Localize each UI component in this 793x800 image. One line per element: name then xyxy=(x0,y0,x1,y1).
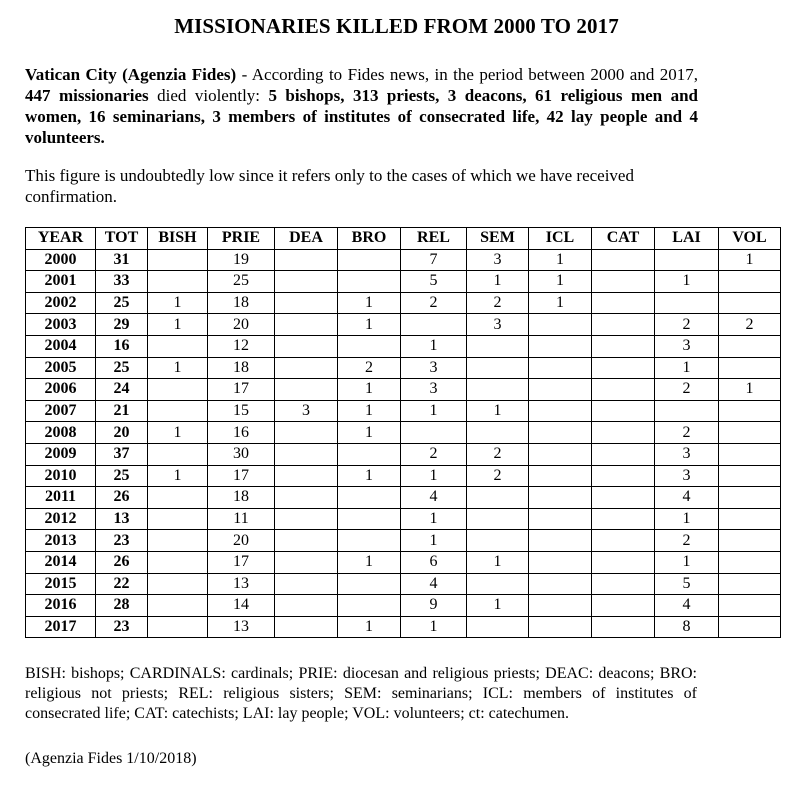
table-cell-icl xyxy=(529,422,592,444)
table-cell-icl xyxy=(529,443,592,465)
table-row xyxy=(26,249,781,271)
table-cell-prie: 17 xyxy=(208,551,275,573)
table-cell-lai: 1 xyxy=(655,508,719,530)
table-cell-sem: 1 xyxy=(467,595,529,617)
table-cell-vol: 2 xyxy=(719,314,781,336)
table-cell-bish xyxy=(148,249,208,271)
table-cell-rel: 4 xyxy=(401,573,467,595)
table-cell-bro: 1 xyxy=(338,292,401,314)
table-cell-bish xyxy=(148,271,208,293)
table-cell-bro xyxy=(338,271,401,293)
table-header-row xyxy=(26,228,781,250)
table-cell-sem: 3 xyxy=(467,249,529,271)
table-cell-tot: 31 xyxy=(96,249,148,271)
table-cell-vol xyxy=(719,292,781,314)
table-cell-year: 2017 xyxy=(26,616,96,638)
intro-count: 447 missionaries xyxy=(25,86,149,105)
table-cell-bro: 1 xyxy=(338,379,401,401)
table-row xyxy=(26,573,781,595)
table-cell-bish: 1 xyxy=(148,357,208,379)
table-cell-rel: 5 xyxy=(401,271,467,293)
table-cell-vol xyxy=(719,551,781,573)
table-cell-rel: 6 xyxy=(401,551,467,573)
table-cell-icl xyxy=(529,314,592,336)
table-cell-bro: 1 xyxy=(338,465,401,487)
table-cell-icl xyxy=(529,530,592,552)
table-cell-bish: 1 xyxy=(148,422,208,444)
table-cell-tot: 16 xyxy=(96,335,148,357)
table-cell-sem xyxy=(467,422,529,444)
table-row xyxy=(26,465,781,487)
table-cell-sem xyxy=(467,335,529,357)
table-cell-bish xyxy=(148,551,208,573)
table-cell-prie: 17 xyxy=(208,465,275,487)
table-row xyxy=(26,379,781,401)
table-cell-vol xyxy=(719,487,781,509)
table-cell-vol: 1 xyxy=(719,249,781,271)
table-cell-lai xyxy=(655,249,719,271)
table-cell-sem: 2 xyxy=(467,292,529,314)
table-cell-bro: 2 xyxy=(338,357,401,379)
table-cell-prie: 16 xyxy=(208,422,275,444)
table-cell-sem xyxy=(467,616,529,638)
table-cell-sem xyxy=(467,379,529,401)
column-header-cat: CAT xyxy=(592,228,655,250)
table-cell-dea xyxy=(275,271,338,293)
table-cell-lai: 1 xyxy=(655,357,719,379)
table-cell-bro xyxy=(338,249,401,271)
table-cell-sem: 1 xyxy=(467,551,529,573)
table-cell-bish xyxy=(148,379,208,401)
table-cell-lai: 1 xyxy=(655,551,719,573)
table-cell-prie: 18 xyxy=(208,487,275,509)
table-cell-sem xyxy=(467,530,529,552)
table-cell-rel: 3 xyxy=(401,357,467,379)
table-cell-sem: 2 xyxy=(467,443,529,465)
table-cell-dea xyxy=(275,595,338,617)
table-cell-rel: 9 xyxy=(401,595,467,617)
table-cell-bro xyxy=(338,335,401,357)
table-cell-icl xyxy=(529,465,592,487)
table-cell-cat xyxy=(592,422,655,444)
table-cell-dea xyxy=(275,487,338,509)
column-header-bish: BISH xyxy=(148,228,208,250)
table-cell-dea xyxy=(275,508,338,530)
table-row xyxy=(26,443,781,465)
table-cell-bish xyxy=(148,335,208,357)
table-cell-vol xyxy=(719,465,781,487)
note-paragraph: This figure is undoubtedly low since it refers only to the cases of which we have received confirmation. xyxy=(25,166,634,206)
table-cell-lai: 3 xyxy=(655,465,719,487)
table-cell-year: 2007 xyxy=(26,400,96,422)
table-cell-bro xyxy=(338,530,401,552)
table-cell-year: 2009 xyxy=(26,443,96,465)
table-cell-prie: 12 xyxy=(208,335,275,357)
table-cell-tot: 21 xyxy=(96,400,148,422)
table-cell-sem: 1 xyxy=(467,271,529,293)
table-cell-cat xyxy=(592,335,655,357)
table-cell-icl xyxy=(529,379,592,401)
table-cell-prie: 30 xyxy=(208,443,275,465)
table-cell-year: 2004 xyxy=(26,335,96,357)
table-cell-dea xyxy=(275,422,338,444)
table-cell-lai: 2 xyxy=(655,379,719,401)
table-cell-rel: 1 xyxy=(401,400,467,422)
table-cell-tot: 26 xyxy=(96,551,148,573)
table-cell-sem xyxy=(467,487,529,509)
table-row xyxy=(26,400,781,422)
table-cell-icl: 1 xyxy=(529,292,592,314)
table-cell-year: 2016 xyxy=(26,595,96,617)
table-cell-tot: 25 xyxy=(96,292,148,314)
table-cell-bish xyxy=(148,443,208,465)
table-cell-dea xyxy=(275,292,338,314)
table-cell-lai xyxy=(655,292,719,314)
table-cell-prie: 13 xyxy=(208,573,275,595)
table-cell-tot: 22 xyxy=(96,573,148,595)
table-cell-bish xyxy=(148,530,208,552)
table-cell-rel xyxy=(401,422,467,444)
table-cell-rel: 1 xyxy=(401,530,467,552)
table-cell-icl xyxy=(529,508,592,530)
table-cell-cat xyxy=(592,314,655,336)
table-cell-cat xyxy=(592,465,655,487)
table-cell-vol xyxy=(719,357,781,379)
table-cell-lai: 4 xyxy=(655,487,719,509)
table-cell-icl xyxy=(529,616,592,638)
column-header-dea: DEA xyxy=(275,228,338,250)
table-cell-year: 2000 xyxy=(26,249,96,271)
table-cell-lai: 8 xyxy=(655,616,719,638)
table-cell-icl xyxy=(529,551,592,573)
table-cell-cat xyxy=(592,508,655,530)
table-cell-cat xyxy=(592,379,655,401)
table-cell-bro xyxy=(338,443,401,465)
table-cell-tot: 25 xyxy=(96,465,148,487)
table-cell-icl xyxy=(529,595,592,617)
table-row xyxy=(26,595,781,617)
table-cell-sem xyxy=(467,573,529,595)
table-cell-cat xyxy=(592,551,655,573)
table-cell-cat xyxy=(592,595,655,617)
column-header-sem: SEM xyxy=(467,228,529,250)
table-cell-lai xyxy=(655,400,719,422)
table-cell-lai: 2 xyxy=(655,422,719,444)
table-row xyxy=(26,487,781,509)
statistics-table xyxy=(25,227,781,638)
table-cell-year: 2011 xyxy=(26,487,96,509)
table-cell-bish xyxy=(148,487,208,509)
table-cell-bish xyxy=(148,508,208,530)
table-cell-tot: 23 xyxy=(96,530,148,552)
table-cell-bro: 1 xyxy=(338,551,401,573)
table-cell-year: 2005 xyxy=(26,357,96,379)
table-cell-icl xyxy=(529,400,592,422)
table-cell-prie: 13 xyxy=(208,616,275,638)
table-cell-cat xyxy=(592,271,655,293)
table-cell-tot: 20 xyxy=(96,422,148,444)
source-citation: (Agenzia Fides 1/10/2018) xyxy=(25,750,197,767)
table-cell-vol xyxy=(719,443,781,465)
table-cell-year: 2010 xyxy=(26,465,96,487)
table-cell-tot: 37 xyxy=(96,443,148,465)
table-cell-cat xyxy=(592,357,655,379)
intro-paragraph xyxy=(25,64,698,148)
table-cell-rel: 2 xyxy=(401,292,467,314)
table-cell-lai: 1 xyxy=(655,271,719,293)
table-cell-bish: 1 xyxy=(148,314,208,336)
table-cell-sem: 2 xyxy=(467,465,529,487)
column-header-prie: PRIE xyxy=(208,228,275,250)
table-cell-bish: 1 xyxy=(148,292,208,314)
table-cell-tot: 13 xyxy=(96,508,148,530)
table-cell-icl xyxy=(529,335,592,357)
table-cell-rel: 1 xyxy=(401,508,467,530)
table-cell-prie: 14 xyxy=(208,595,275,617)
table-cell-vol xyxy=(719,271,781,293)
table-row xyxy=(26,508,781,530)
table-cell-vol xyxy=(719,335,781,357)
table-cell-bro xyxy=(338,508,401,530)
intro-breakdown: 5 bishops, 313 priests, 3 deacons, 61 religious men and women, 16 seminarians, 3 members of institutes of consecrated life, 42 lay people and 4 volunteers. xyxy=(25,86,698,147)
table-cell-dea xyxy=(275,465,338,487)
table-cell-rel: 1 xyxy=(401,335,467,357)
table-cell-rel: 2 xyxy=(401,443,467,465)
table-cell-year: 2001 xyxy=(26,271,96,293)
table-cell-rel: 1 xyxy=(401,616,467,638)
table-cell-vol xyxy=(719,508,781,530)
column-header-tot: TOT xyxy=(96,228,148,250)
table-cell-lai: 3 xyxy=(655,443,719,465)
table-cell-bish xyxy=(148,595,208,617)
table-cell-year: 2008 xyxy=(26,422,96,444)
table-row xyxy=(26,530,781,552)
table-cell-prie: 18 xyxy=(208,357,275,379)
table-cell-icl: 1 xyxy=(529,249,592,271)
table-cell-bro: 1 xyxy=(338,616,401,638)
table-cell-cat xyxy=(592,573,655,595)
table-cell-sem xyxy=(467,508,529,530)
table-cell-tot: 23 xyxy=(96,616,148,638)
table-cell-dea xyxy=(275,314,338,336)
table-cell-tot: 33 xyxy=(96,271,148,293)
table-cell-dea xyxy=(275,379,338,401)
table-cell-year: 2014 xyxy=(26,551,96,573)
table-cell-dea xyxy=(275,573,338,595)
table-cell-cat xyxy=(592,400,655,422)
table-cell-cat xyxy=(592,292,655,314)
table-cell-rel: 4 xyxy=(401,487,467,509)
column-header-lai: LAI xyxy=(655,228,719,250)
table-cell-year: 2006 xyxy=(26,379,96,401)
table-cell-lai: 5 xyxy=(655,573,719,595)
table-cell-vol xyxy=(719,422,781,444)
table-cell-dea: 3 xyxy=(275,400,338,422)
table-cell-lai: 3 xyxy=(655,335,719,357)
intro-text-2: died violently: xyxy=(148,86,269,105)
table-cell-bish: 1 xyxy=(148,465,208,487)
table-cell-vol xyxy=(719,530,781,552)
column-header-bro: BRO xyxy=(338,228,401,250)
table-cell-icl: 1 xyxy=(529,271,592,293)
table-cell-icl xyxy=(529,573,592,595)
table-cell-bro xyxy=(338,573,401,595)
table-cell-vol: 1 xyxy=(719,379,781,401)
table-cell-bro: 1 xyxy=(338,314,401,336)
table-cell-year: 2003 xyxy=(26,314,96,336)
table-cell-dea xyxy=(275,249,338,271)
table-cell-cat xyxy=(592,530,655,552)
table-cell-rel: 1 xyxy=(401,465,467,487)
column-header-rel: REL xyxy=(401,228,467,250)
table-cell-bish xyxy=(148,573,208,595)
table-cell-lai: 2 xyxy=(655,530,719,552)
table-row xyxy=(26,551,781,573)
table-cell-tot: 26 xyxy=(96,487,148,509)
table-cell-prie: 11 xyxy=(208,508,275,530)
page-title: MISSIONARIES KILLED FROM 2000 TO 2017 xyxy=(174,14,619,38)
table-row xyxy=(26,271,781,293)
table-row xyxy=(26,314,781,336)
table-cell-year: 2013 xyxy=(26,530,96,552)
column-header-icl: ICL xyxy=(529,228,592,250)
table-row xyxy=(26,616,781,638)
table-cell-rel xyxy=(401,314,467,336)
column-header-vol: VOL xyxy=(719,228,781,250)
table-cell-dea xyxy=(275,616,338,638)
table-cell-dea xyxy=(275,551,338,573)
table-cell-vol xyxy=(719,595,781,617)
table-cell-year: 2012 xyxy=(26,508,96,530)
table-cell-prie: 19 xyxy=(208,249,275,271)
legend-text: BISH: bishops; CARDINALS: cardinals; PRIE: diocesan and religious priests; DEAC: deacons; BRO: religious not priests; REL: religious sisters; SEM: seminarians; ICL: members of institutes of consecrated life; CAT: catechists; LAI: lay people; VOL: volunteers; ct: catechumen. xyxy=(25,665,697,722)
table-cell-dea xyxy=(275,443,338,465)
table-cell-dea xyxy=(275,335,338,357)
table-cell-rel: 3 xyxy=(401,379,467,401)
table-cell-prie: 17 xyxy=(208,379,275,401)
table-cell-sem xyxy=(467,357,529,379)
table-cell-prie: 15 xyxy=(208,400,275,422)
table-cell-lai: 4 xyxy=(655,595,719,617)
table-cell-rel: 7 xyxy=(401,249,467,271)
table-cell-bro xyxy=(338,487,401,509)
table-cell-year: 2015 xyxy=(26,573,96,595)
table-cell-tot: 25 xyxy=(96,357,148,379)
intro-text-1: - According to Fides news, in the period between 2000 and 2017, xyxy=(236,65,698,84)
table-cell-dea xyxy=(275,530,338,552)
intro-lead: Vatican City (Agenzia Fides) xyxy=(25,65,237,84)
table-cell-cat xyxy=(592,616,655,638)
table-cell-sem: 3 xyxy=(467,314,529,336)
table-cell-bro xyxy=(338,595,401,617)
table-cell-prie: 18 xyxy=(208,292,275,314)
table-cell-prie: 25 xyxy=(208,271,275,293)
table-row xyxy=(26,335,781,357)
table-cell-icl xyxy=(529,357,592,379)
table-cell-dea xyxy=(275,357,338,379)
table-cell-bish xyxy=(148,400,208,422)
table-cell-vol xyxy=(719,573,781,595)
table-cell-bro: 1 xyxy=(338,422,401,444)
table-cell-prie: 20 xyxy=(208,314,275,336)
table-cell-prie: 20 xyxy=(208,530,275,552)
table-row xyxy=(26,292,781,314)
table-cell-cat xyxy=(592,249,655,271)
table-cell-tot: 28 xyxy=(96,595,148,617)
table-cell-cat xyxy=(592,487,655,509)
table-cell-icl xyxy=(529,487,592,509)
table-cell-tot: 24 xyxy=(96,379,148,401)
table-row xyxy=(26,357,781,379)
table-cell-tot: 29 xyxy=(96,314,148,336)
table-cell-bish xyxy=(148,616,208,638)
column-header-year: YEAR xyxy=(26,228,96,250)
table-cell-cat xyxy=(592,443,655,465)
table-row xyxy=(26,422,781,444)
table-cell-lai: 2 xyxy=(655,314,719,336)
table-cell-vol xyxy=(719,400,781,422)
table-cell-vol xyxy=(719,616,781,638)
table-cell-sem: 1 xyxy=(467,400,529,422)
table-cell-year: 2002 xyxy=(26,292,96,314)
table-cell-bro: 1 xyxy=(338,400,401,422)
